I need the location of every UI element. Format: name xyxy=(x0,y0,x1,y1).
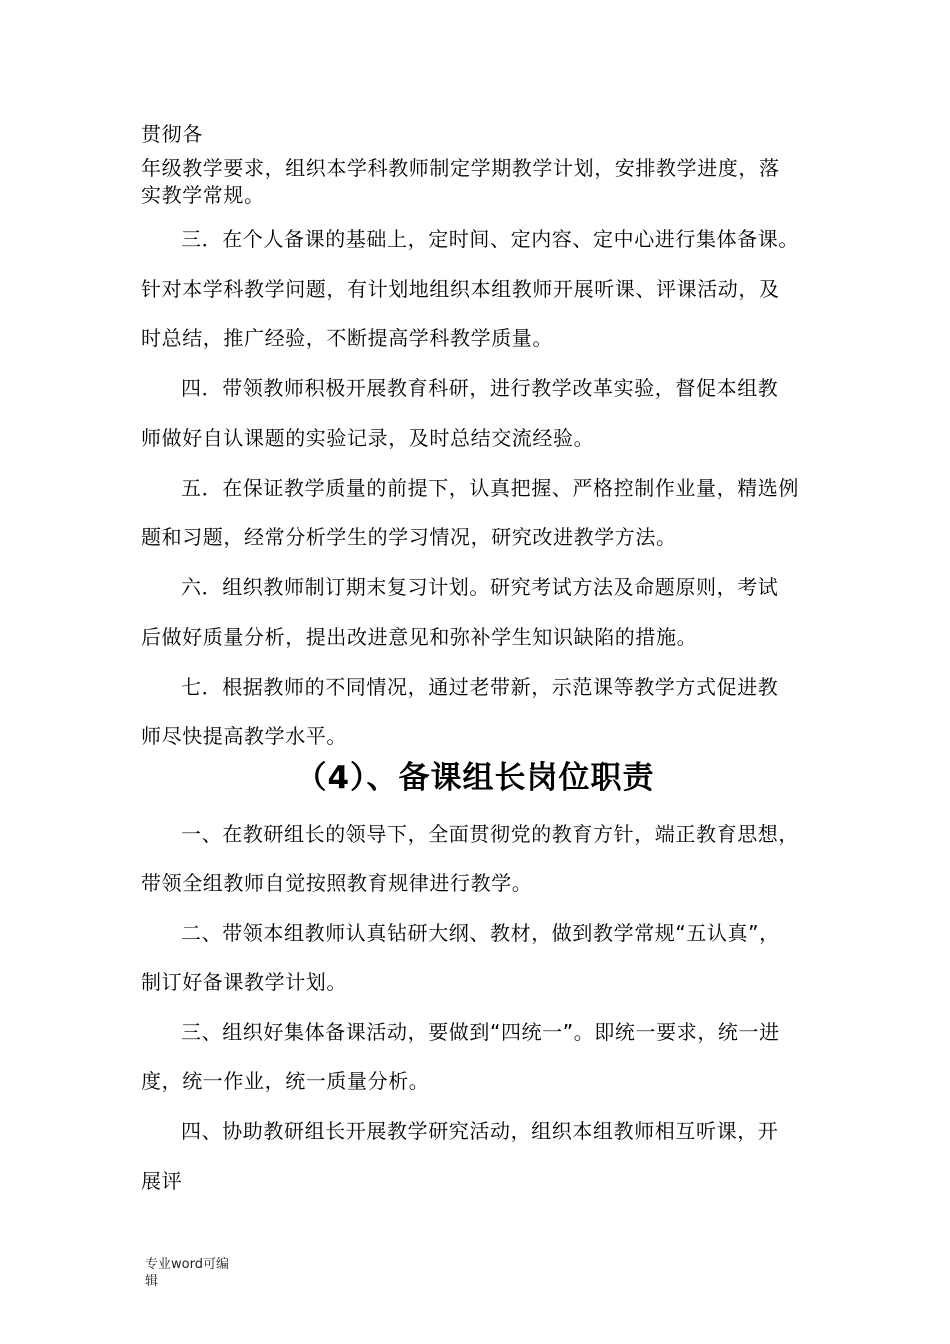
paragraph-line: 师尽快提高教学水平。 xyxy=(141,724,347,748)
paragraph-line: 四、协助教研组长开展教学研究活动，组织本组教师相互听课，开 xyxy=(181,1119,779,1143)
paragraph-line: 后做好质量分析，提出改进意见和弥补学生知识缺陷的措施。 xyxy=(141,625,698,649)
paragraph-line: 四．带领教师积极开展教育科研，进行教学改革实验，督促本组教 xyxy=(181,376,779,400)
footer-note-line: 专业word可编 xyxy=(145,1257,229,1272)
paragraph-line: 六．组织教师制订期末复习计划。研究考试方法及命题原则，考试 xyxy=(181,575,779,599)
paragraph-line: 时总结，推广经验，不断提高学科教学质量。 xyxy=(141,326,553,350)
paragraph-line: 七．根据教师的不同情况，通过老带新，示范课等教学方式促进教 xyxy=(181,675,779,699)
paragraph-line: 二、带领本组教师认真钻研大纲、教材，做到教学常规“五认真”， xyxy=(181,921,780,945)
paragraph-line: 五．在保证教学质量的前提下，认真把握、严格控制作业量，精选例 xyxy=(181,476,799,500)
paragraph-line: 实教学常规。 xyxy=(141,183,265,207)
paragraph-line: 三、组织好集体备课活动，要做到“四统一”。即统一要求，统一进 xyxy=(181,1020,780,1044)
footer-note-line: 辑 xyxy=(145,1274,159,1289)
paragraph-line: 三．在个人备课的基础上，定时间、定内容、定中心进行集体备课。 xyxy=(181,227,799,251)
paragraph-line: 针对本学科教学问题，有计划地组织本组教师开展听课、评课活动，及 xyxy=(141,277,780,301)
paragraph-line: 年级教学要求，组织本学科教师制定学期教学计划，安排教学进度，落 xyxy=(141,156,780,180)
paragraph-line: 师做好自认课题的实验记录，及时总结交流经验。 xyxy=(141,426,595,450)
paragraph-line: 题和习题，经常分析学生的学习情况，研究改进教学方法。 xyxy=(141,525,677,549)
section-heading: （4）、备课组长岗位职责 xyxy=(295,760,655,796)
paragraph-line: 一、在教研组长的领导下，全面贯彻党的教育方针，端正教育思想， xyxy=(181,822,799,846)
paragraph-line: 贯彻各 xyxy=(141,122,203,146)
paragraph-line: 展评 xyxy=(141,1169,183,1193)
paragraph-line: 度，统一作业，统一质量分析。 xyxy=(141,1069,430,1093)
paragraph-line: 制订好备课教学计划。 xyxy=(141,970,347,994)
paragraph-line: 带领全组教师自觉按照教育规律进行教学。 xyxy=(141,871,533,895)
